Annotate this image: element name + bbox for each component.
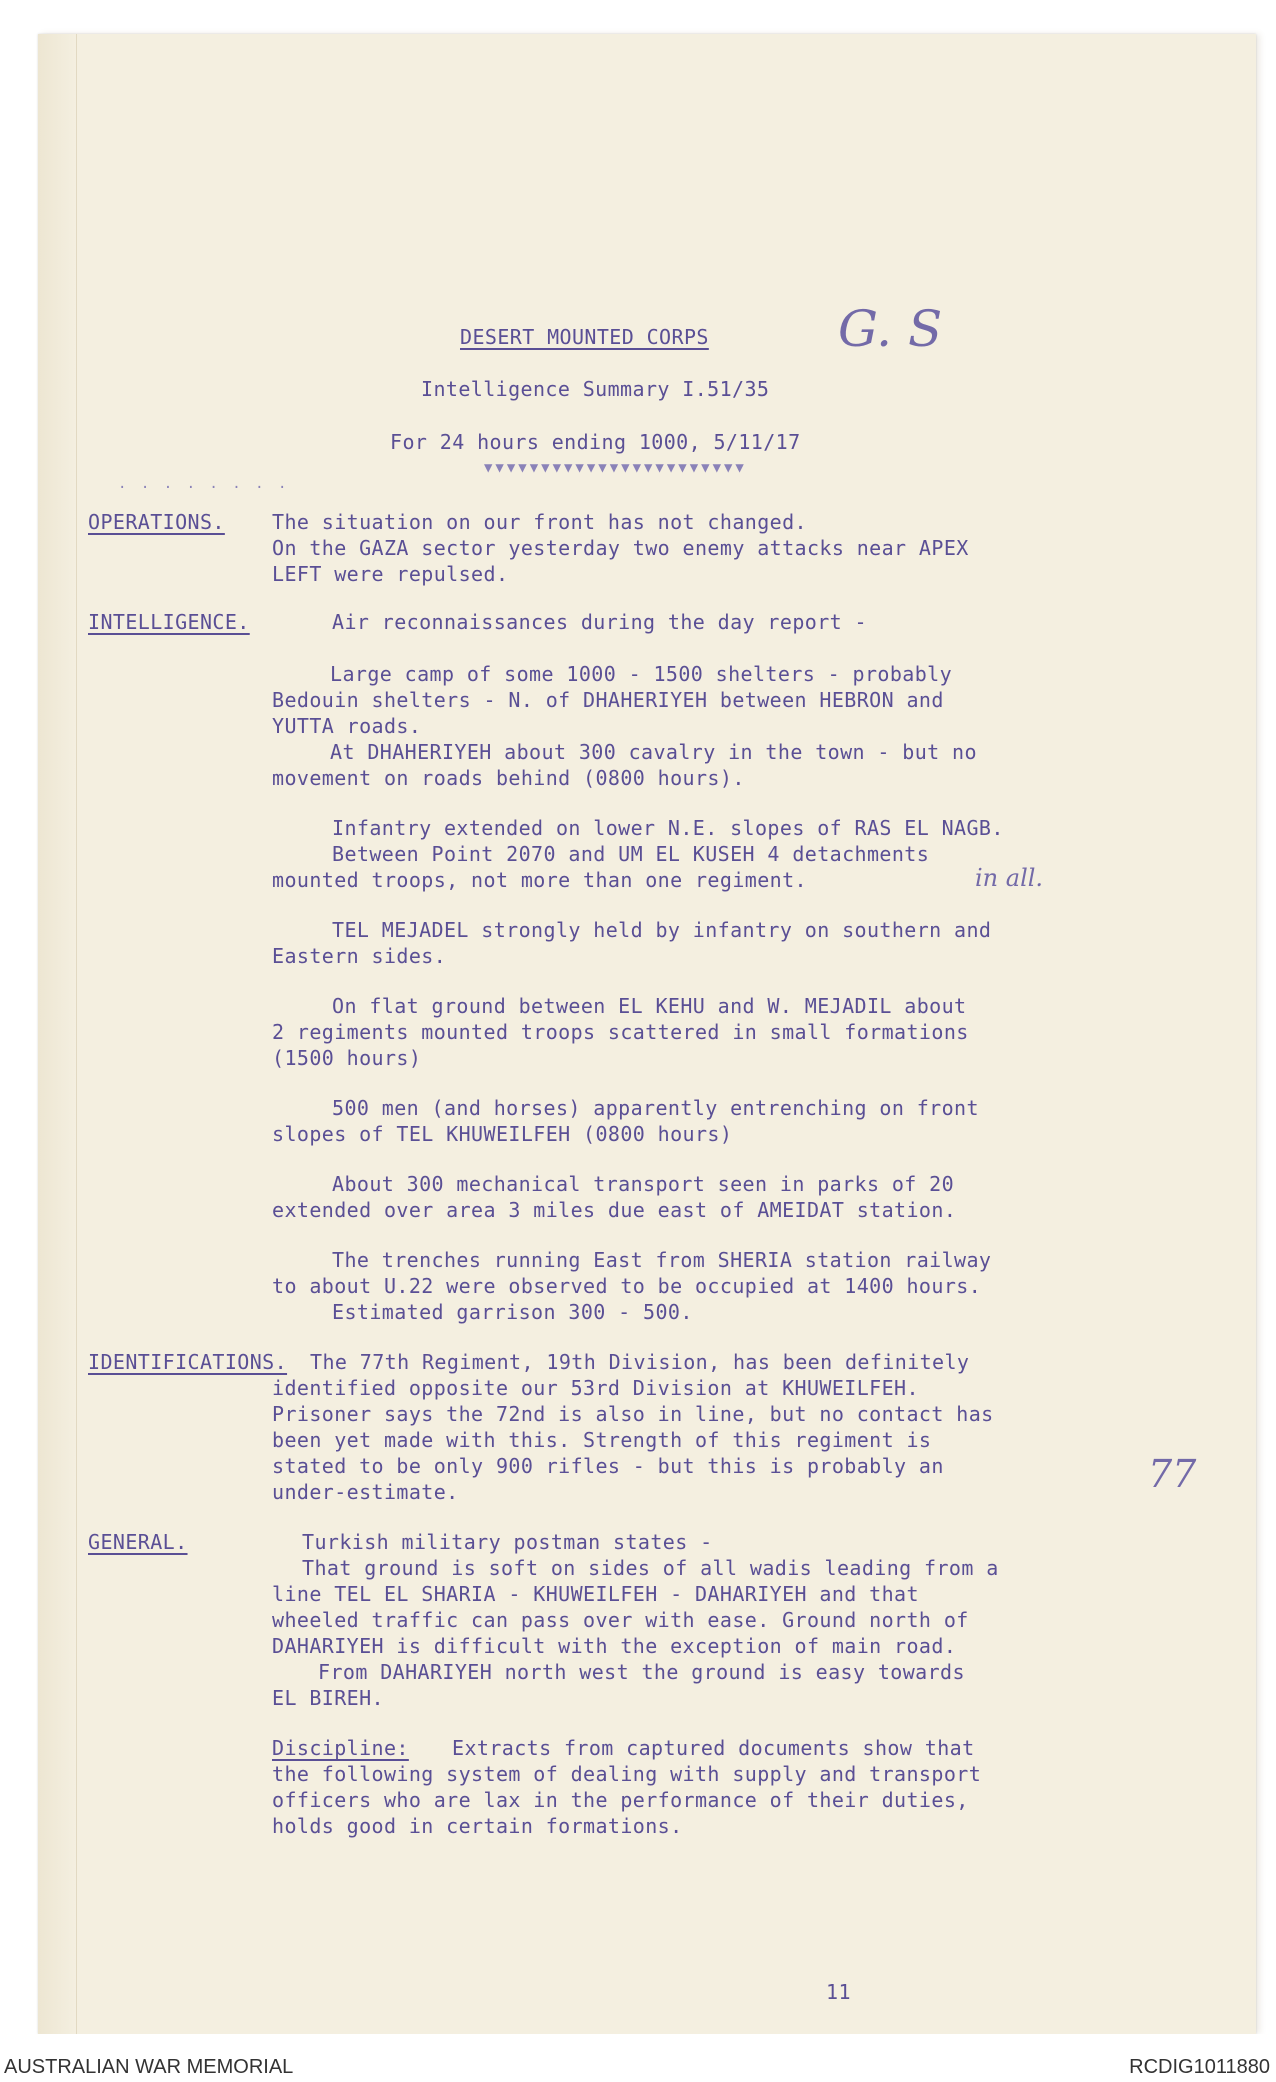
archive-footer xyxy=(0,2034,1276,2082)
handwritten-gs-mark: G. S xyxy=(838,300,943,358)
intel-p2-line-2: movement on roads behind (0800 hours). xyxy=(272,766,745,790)
paper-fold-edge xyxy=(38,34,77,2034)
general-intro: Turkish military postman states - xyxy=(302,1530,713,1554)
discipline-line-2: the following system of dealing with supply and transport xyxy=(272,1762,982,1786)
intel-p5-line-1: On flat ground between EL KEHU and W. MEJADIL about xyxy=(332,994,967,1018)
operations-line-3: LEFT were repulsed. xyxy=(272,562,509,586)
ident-line-1: The 77th Regiment, 19th Division, has been definitely xyxy=(310,1350,970,1374)
general-heading: GENERAL. xyxy=(88,1530,188,1554)
ident-line-2: identified opposite our 53rd Division at KHUWEILFEH. xyxy=(272,1376,919,1400)
intel-p8-line-2: to about U.22 were observed to be occupied at 1400 hours. xyxy=(272,1274,982,1298)
intel-p4-line-1: TEL MEJADEL strongly held by infantry on southern and xyxy=(332,918,992,942)
ident-line-6: under-estimate. xyxy=(272,1480,459,1504)
ident-line-3: Prisoner says the 72nd is also in line, but no contact has xyxy=(272,1402,994,1426)
general-p1-line-4: DAHARIYEH is difficult with the exception of main road. xyxy=(272,1634,957,1658)
intel-p1-line-1: Large camp of some 1000 - 1500 shelters - probably xyxy=(330,662,953,686)
discipline-line-1: Extracts from captured documents show that xyxy=(452,1736,975,1760)
ident-line-4: been yet made with this. Strength of this regiment is xyxy=(272,1428,932,1452)
intel-p5-line-3: (1500 hours) xyxy=(272,1046,422,1070)
summary-subtitle: Intelligence Summary I.51/35 xyxy=(421,377,770,401)
intel-p8-line-3: Estimated garrison 300 - 500. xyxy=(332,1300,693,1324)
footer-institution: AUSTRALIAN WAR MEMORIAL xyxy=(4,2056,294,2078)
intel-p1-line-3: YUTTA roads. xyxy=(272,714,422,738)
intel-p7-line-1: About 300 mechanical transport seen in parks of 20 xyxy=(332,1172,955,1196)
intel-p3-handwritten-note: in all. xyxy=(975,864,1044,892)
page-number: 11 xyxy=(826,1980,851,2004)
intel-p3-line-3: mounted troops, not more than one regiment. xyxy=(272,868,807,892)
document-title: DESERT MOUNTED CORPS xyxy=(460,325,709,349)
left-dots: . . . . . . . . xyxy=(118,476,290,492)
general-p1-line-3: wheeled traffic can pass over with ease. Ground north of xyxy=(272,1608,969,1632)
general-p1-line-2: line TEL EL SHARIA - KHUWEILFEH - DAHARIYEH and that xyxy=(272,1582,919,1606)
intel-p6-line-2: slopes of TEL KHUWEILFEH (0800 hours) xyxy=(272,1122,733,1146)
footer-record-id: RCDIG1011880 xyxy=(1129,2056,1270,2078)
intel-p6-line-1: 500 men (and horses) apparently entrenching on front xyxy=(332,1096,979,1120)
intel-p2-line-1: At DHAHERIYEH about 300 cavalry in the town - but no xyxy=(330,740,977,764)
period-line: For 24 hours ending 1000, 5/11/17 xyxy=(390,430,801,454)
discipline-line-4: holds good in certain formations. xyxy=(272,1814,683,1838)
intelligence-heading: INTELLIGENCE. xyxy=(88,610,250,634)
general-p1-line-1: That ground is soft on sides of all wadis leading from a xyxy=(302,1556,999,1580)
intel-p4-line-2: Eastern sides. xyxy=(272,944,447,968)
operations-heading: OPERATIONS. xyxy=(88,510,225,534)
intel-p7-line-2: extended over area 3 miles due east of AMEIDAT station. xyxy=(272,1198,957,1222)
general-p2-line-2: EL BIREH. xyxy=(272,1686,384,1710)
operations-line-2: On the GAZA sector yesterday two enemy attacks near APEX xyxy=(272,536,969,560)
identifications-heading: IDENTIFICATIONS. xyxy=(88,1350,288,1374)
intelligence-intro: Air reconnaissances during the day report - xyxy=(332,610,867,634)
intel-p8-line-1: The trenches running East from SHERIA station railway xyxy=(332,1248,992,1272)
header-rule: ▼▼▼▼▼▼▼▼▼▼▼▼▼▼▼▼▼▼▼▼▼▼▼ xyxy=(484,460,747,476)
discipline-line-3: officers who are lax in the performance of their duties, xyxy=(272,1788,969,1812)
ident-line-5: stated to be only 900 rifles - but this is probably an xyxy=(272,1454,944,1478)
general-p2-line-1: From DAHARIYEH north west the ground is easy towards xyxy=(318,1660,965,1684)
intel-p5-line-2: 2 regiments mounted troops scattered in small formations xyxy=(272,1020,969,1044)
intel-p1-line-2: Bedouin shelters - N. of DHAHERIYEH between HEBRON and xyxy=(272,688,944,712)
intel-p3-line-1: Infantry extended on lower N.E. slopes of RAS EL NAGB. xyxy=(332,816,1004,840)
operations-line-1: The situation on our front has not changed. xyxy=(272,510,807,534)
ident-margin-handwritten-77: 77 xyxy=(1148,1452,1197,1496)
intel-p3-line-2: Between Point 2070 and UM EL KUSEH 4 detachments xyxy=(332,842,930,866)
discipline-heading: Discipline: xyxy=(272,1736,409,1760)
